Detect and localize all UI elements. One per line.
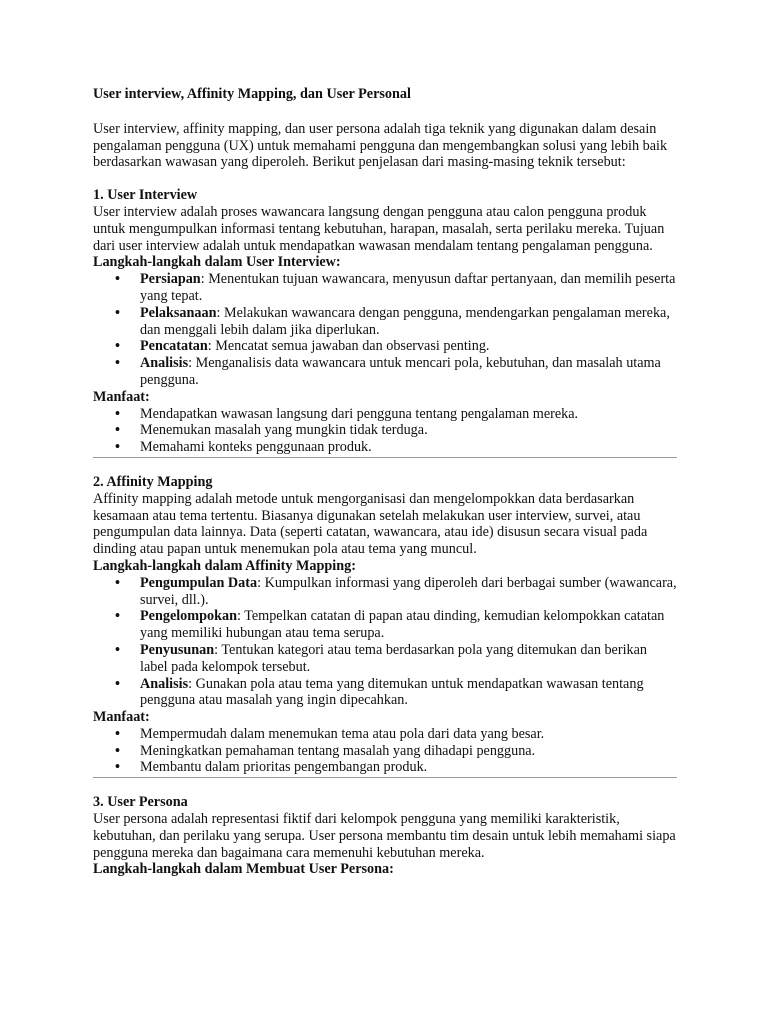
bullet-icon: •: [115, 742, 120, 759]
step-text: : Tempelkan catatan di papan atau dinding, kemudian kelompokkan catatan yang memiliki hubungan atau tema serupa.: [140, 608, 665, 642]
bullet-icon: •: [115, 759, 120, 776]
bullet-icon: •: [115, 271, 120, 288]
section-heading: 1. User Interview: [93, 187, 198, 204]
step-text: : Tentukan kategori atau tema berdasarkan pola yang ditemukan dan berikan label pada kelompok tersebut.: [140, 641, 648, 675]
list-item: [93, 406, 677, 423]
document-title: User interview, Affinity Mapping, dan User Personal: [93, 86, 411, 102]
benefits-heading: Manfaat:: [93, 709, 150, 726]
steps-list: [93, 271, 677, 389]
intro-paragraph: User interview, affinity mapping, dan user persona adalah tiga teknik yang digunakan dalam desain pengalaman pengguna (UX) untuk memahami pengguna dan mengembangkan solusi yang lebih baik berdasarkan wawasan yang diperoleh. Berikut penjelasan dari masing-masing teknik tersebut:: [93, 120, 668, 171]
list-item: [93, 575, 677, 609]
step-text: : Melakukan wawancara dengan pengguna, mendengarkan pengalaman mereka, dan menggali lebih dalam jika diperlukan.: [140, 304, 670, 338]
bullet-icon: •: [115, 405, 120, 422]
step-term: Pelaksanaan: [140, 304, 217, 321]
section-user-interview: [93, 187, 677, 458]
bullet-icon: •: [115, 608, 120, 625]
steps-heading: Langkah-langkah dalam User Interview:: [93, 254, 341, 271]
list-item: [93, 305, 677, 339]
step-term: Persiapan: [140, 271, 201, 288]
step-text: : Menentukan tujuan wawancara, menyusun daftar pertanyaan, dan memilih peserta yang tepat.: [140, 271, 676, 304]
bullet-icon: •: [115, 725, 120, 742]
benefits-heading: Manfaat:: [93, 388, 150, 405]
steps-heading: Langkah-langkah dalam Affinity Mapping:: [93, 557, 356, 574]
bullet-icon: •: [115, 574, 120, 591]
bullet-icon: •: [115, 304, 120, 321]
list-item: [93, 726, 677, 743]
step-text: : Kumpulkan informasi yang diperoleh dari berbagai sumber (wawancara, survei, dll.).: [140, 574, 677, 608]
bullet-icon: •: [115, 355, 120, 372]
benefit-text: Memahami konteks penggunaan produk.: [140, 439, 372, 456]
step-text: : Gunakan pola atau tema yang ditemukan untuk mendapatkan wawasan tentang pengguna atau masalah yang ingin dipecahkan.: [140, 675, 644, 709]
step-text: : Mencatat semua jawaban dan observasi penting.: [207, 338, 490, 355]
list-item: [93, 759, 677, 776]
list-item: [93, 676, 677, 710]
section-heading: 2. Affinity Mapping: [93, 473, 213, 490]
section-heading: 3. User Persona: [93, 794, 188, 811]
step-term: Penyusunan: [140, 641, 215, 658]
bullet-icon: •: [115, 338, 120, 355]
section-gap: [93, 171, 677, 187]
step-term: Analisis: [140, 355, 189, 372]
benefit-text: Membantu dalam prioritas pengembangan produk.: [140, 759, 428, 776]
benefit-text: Mempermudah dalam menemukan tema atau pola dari data yang besar.: [140, 725, 545, 742]
bullet-icon: •: [115, 641, 120, 658]
bullet-icon: •: [115, 439, 120, 456]
list-item: [93, 271, 677, 305]
section-description: Affinity mapping adalah metode untuk mengorganisasi dan mengelompokkan data berdasarkan kesamaan atau tema tertentu. Biasanya digunakan setelah melakukan user interview, survei, atau pengumpulan data lainnya. Data (seperti catatan, wawancara, atau ide) disusun secara visual pada dinding atau papan untuk menemukan pola atau tema yang muncul.: [93, 490, 648, 558]
bullet-icon: •: [115, 422, 120, 439]
step-term: Pengelompokan: [140, 608, 237, 625]
section-user-persona: [93, 794, 677, 878]
steps-list: [93, 575, 677, 709]
section-affinity-mapping: [93, 474, 677, 778]
steps-heading: Langkah-langkah dalam Membuat User Persona:: [93, 861, 394, 878]
list-item: [93, 355, 677, 389]
benefits-list: [93, 726, 677, 776]
benefit-text: Mendapatkan wawasan langsung dari pengguna tentang pengalaman mereka.: [140, 405, 579, 422]
list-item: [93, 642, 677, 676]
section-gap: [93, 778, 677, 794]
bullet-icon: •: [115, 675, 120, 692]
list-item: [93, 422, 677, 439]
section-description: User persona adalah representasi fiktif dari kelompok pengguna yang memiliki karakteristik, kebutuhan, dan perilaku yang serupa. User persona membantu tim desain untuk lebih memahami siapa pengguna mereka dan bagaimana cara memenuhi kebutuhan mereka.: [93, 811, 676, 861]
section-gap: [93, 458, 677, 474]
benefits-list: [93, 406, 677, 456]
step-term: Analisis: [140, 675, 189, 692]
document-page: [93, 86, 677, 878]
benefit-text: Meningkatkan pemahaman tentang masalah yang dihadapi pengguna.: [140, 742, 536, 759]
step-text: : Menganalisis data wawancara untuk mencari pola, kebutuhan, dan masalah utama pengguna.: [140, 355, 661, 388]
step-term: Pencatatan: [140, 338, 208, 355]
list-item: [93, 338, 677, 355]
section-description: User interview adalah proses wawancara langsung dengan pengguna atau calon pengguna produk untuk mengumpulkan informasi tentang kebutuhan, harapan, masalah, serta perilaku mereka. Tujuan dari user interview adalah untuk mendapatkan wawasan mendalam tentang pengalaman pengguna.: [93, 203, 665, 254]
list-item: [93, 743, 677, 760]
step-term: Pengumpulan Data: [140, 574, 258, 591]
list-item: [93, 439, 677, 456]
list-item: [93, 608, 677, 642]
benefit-text: Menemukan masalah yang mungkin tidak terduga.: [140, 422, 428, 439]
